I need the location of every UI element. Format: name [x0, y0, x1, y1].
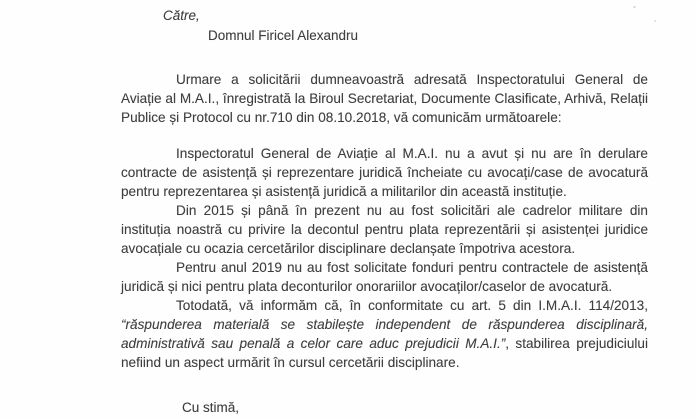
legal-quote: “răspunderea materială se stabilește independent de răspunderea disciplinară, administrativă sau penală a celor care aduc prejudicii M.A.I.”: [121, 317, 648, 351]
letter-body: [121, 70, 648, 372]
paragraph-legal-basis: [121, 296, 648, 372]
paragraph-intro: Urmare a solicitării dumneavoastră adresată Inspectoratului General de Aviație al M.A.I., înregistrată la Biroul Secretariat, Documente Clasificate, Arhivă, Relații Publice și Protocol cu nr.710 din 08.10.2018, vă comunicăm următoarele:: [121, 72, 648, 125]
scan-speck: [633, 6, 636, 8]
recipient-name: Domnul Firicel Alexandru: [208, 28, 359, 43]
salutation: Către,: [163, 8, 200, 23]
closing-salutation: Cu stimă,: [182, 400, 240, 415]
paragraph-2019-funds: Pentru anul 2019 nu au fost solicitate fonduri pentru contractele de asistență juridică și nici pentru plata deconturilor onorariilor avocaților/caselor de avocatură.: [121, 260, 648, 294]
paragraph-no-contracts: Inspectoratul General de Aviație al M.A.I. nu a avut și nu are în derulare contracte de asistență și reprezentare juridică încheiate cu avocați/case de avocatură pentru reprezentarea și asistență juridică a militarilor din această instituție.: [121, 146, 648, 199]
legal-basis-lead: Totodată, vă informăm că, în conformitate cu art. 5 din I.M.A.I. 114/2013,: [176, 298, 648, 313]
scan-speck: [654, 20, 656, 22]
paragraph-since-2015: Din 2015 și până în prezent nu au fost solicitări ale cadrelor militare din instituția noastră cu privire la decontul pentru plata reprezentării și asistenței juridice avocațiale cu ocazia cercetărilor disciplinare declanșate împotriva acestora.: [121, 203, 648, 256]
legal-basis-tail: , stabilirea prejudiciului nefiind un aspect urmărit în cursul cercetării disciplinare.: [121, 336, 648, 370]
